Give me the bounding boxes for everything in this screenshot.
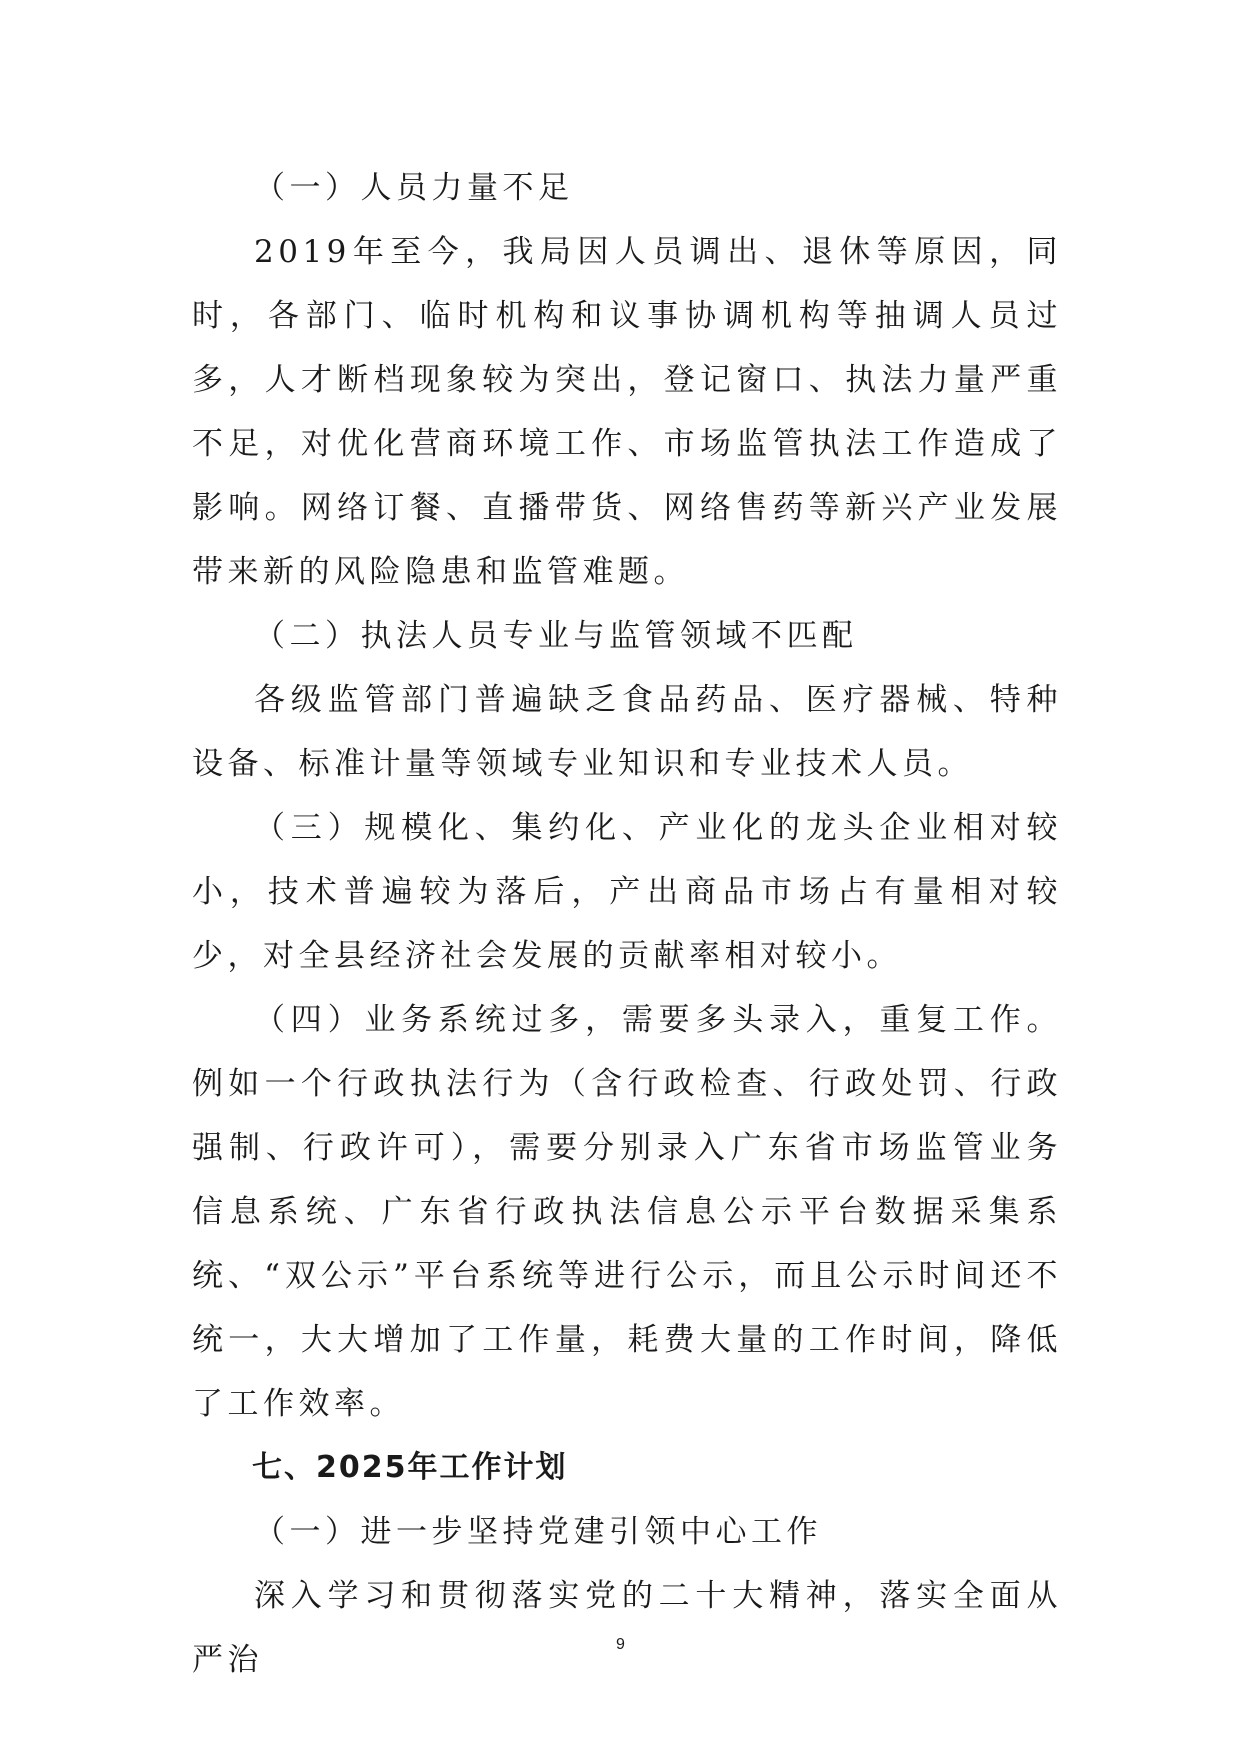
paragraph-party-building: 深入学习和贯彻落实党的二十大精神，落实全面从严治	[192, 1578, 1062, 1678]
paragraph-staffing: 2019年至今，我局因人员调出、退休等原因，同时，各部门、临时机构和议事协调机构等抽调人员过多，人才断档现象较为突出，登记窗口、执法力量严重不足，对优化营商环境工作、市场监管执法工作造成了影响。网络订餐、直播带货、网络售药等新兴产业发展带来新的风险隐患和监管难题。	[192, 234, 1062, 590]
section-heading-staffing: （一）人员力量不足	[254, 170, 574, 206]
paragraph-systems: （四）业务系统过多，需要多头录入，重复工作。例如一个行政执法行为（含行政检查、行政处罚、行政强制、行政许可），需要分别录入广东省市场监管业务信息系统、广东省行政执法信息公示平台数据采集系统、“双公示”平台系统等进行公示，而且公示时间还不统一，大大增加了工作量，耗费大量的工作时间，降低了工作效率。	[192, 1002, 1062, 1422]
paragraph-enterprises: （三）规模化、集约化、产业化的龙头企业相对较小，技术普遍较为落后，产出商品市场占有量相对较少，对全县经济社会发展的贡献率相对较小。	[192, 810, 1062, 974]
chapter-heading-work-plan: 七、2025年工作计划	[252, 1450, 568, 1485]
section-heading-party-building: （一）进一步坚持党建引领中心工作	[254, 1514, 822, 1550]
document-body	[192, 156, 1062, 1692]
page-number: 9	[616, 1636, 625, 1653]
paragraph-expertise: 各级监管部门普遍缺乏食品药品、医疗器械、特种设备、标准计量等领域专业知识和专业技术人员。	[192, 682, 1062, 782]
section-heading-expertise: （二）执法人员专业与监管领域不匹配	[254, 618, 858, 654]
